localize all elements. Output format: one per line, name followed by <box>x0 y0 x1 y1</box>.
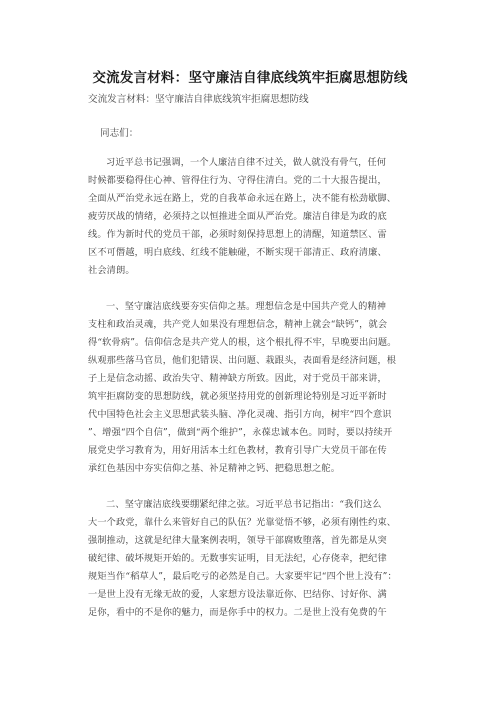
paragraph-line: 承红色基因中夯实信仰之基、补足精神之钙、把稳思想之舵。 <box>88 463 341 474</box>
paragraph-line: 全面从严治党永远在路上，党的自我革命永远在路上，决不能有松劲歇脚、 <box>88 193 397 204</box>
paragraph-line: 子上是信念动摇、政治失守、精神缺方所致。因此，对于党员干部来讲， <box>88 373 387 384</box>
paragraph-line: 足你，看中的不是你的魅力，而是你手中的权力。二是世上没有免费的午 <box>88 607 387 618</box>
paragraph-line: 大一个政党，靠什么来管好自己的队伍？光靠觉悟不够，必须有刚性约束、 <box>88 517 397 528</box>
paragraph-line: 线。作为新时代的党员干部，必须时刻保持思想上的清醒，知道禁区、雷 <box>88 229 387 240</box>
salutation: 同志们： <box>100 128 139 139</box>
paragraph-line: 支柱和政治灵魂，共产党人如果没有理想信念，精神上就会“缺钙”，就会 <box>88 319 388 330</box>
document-title: 交流发言材料：坚守廉洁自律底线筑牢拒腐思想防线 <box>92 70 408 86</box>
paragraph-line: 区不可僭越，明白底线、红线不能触碰，不断实现干部清正、政府清廉、 <box>88 247 387 258</box>
paragraph-line: 筑牢拒腐防变的思想防线，就必须坚持用党的创新理论特别是习近平新时 <box>88 391 387 402</box>
paragraph-line: 破纪律、破坏规矩开始的。无数事实证明，目无法纪，心存侥幸，把纪律 <box>88 553 387 564</box>
paragraph-line: 疲劳厌战的情绪，必须持之以恒推进全面从严治党。廉洁自律是为政的底 <box>88 211 387 222</box>
paragraph-line: 得“软骨病”。信仰信念是共产党人的根，这个根扎得不牢，早晚要出问题。 <box>88 337 397 348</box>
paragraph-line: 一是世上没有无缘无故的爱，人家想方设法靠近你、巴结你、讨好你、满 <box>88 589 387 600</box>
paragraph-line: 一、坚守廉洁底线要夯实信仰之基。理想信念是中国共产党人的精神 <box>106 301 387 312</box>
document-subtitle: 交流发言材料：坚守廉洁自律底线筑牢拒腐思想防线 <box>88 94 309 105</box>
paragraph-line: 展党史学习教育为，用好用活本土红色教材，教育引导广大党员干部在传 <box>88 445 387 456</box>
paragraph-line: 时候都要稳得住心神、管得住行为、守得住清白。党的二十大报告提出， <box>88 175 387 186</box>
paragraph-line: 纵观那些落马官员，他们犯错误、出问题、栽跟头，表面看是经济问题，根 <box>88 355 397 366</box>
paragraph-line: 代中国特色社会主义思想武装头脑、净化灵魂、指引方向，树牢“四个意识 <box>88 409 392 420</box>
paragraph-line: 二、坚守廉洁底线要绷紧纪律之弦。习近平总书记指出：“我们这么 <box>106 499 382 510</box>
paragraph-line: 强制推动，这就是纪律大量案例表明，领导干部腐败堕落，首先都是从突 <box>88 535 387 546</box>
paragraph-line: 习近平总书记强调，一个人廉洁自律不过关，做人就没有骨气，任何 <box>106 157 387 168</box>
paragraph-line: 规矩当作“稻草人”，最后吃亏的必然是自己。大家要牢记“四个世上没有”： <box>88 571 397 582</box>
paragraph-line: ”、增强“四个自信”，做到“两个维护”，永葆忠诚本色。同时，要以持续开 <box>88 427 393 438</box>
paragraph-line: 社会清朗。 <box>88 265 135 276</box>
